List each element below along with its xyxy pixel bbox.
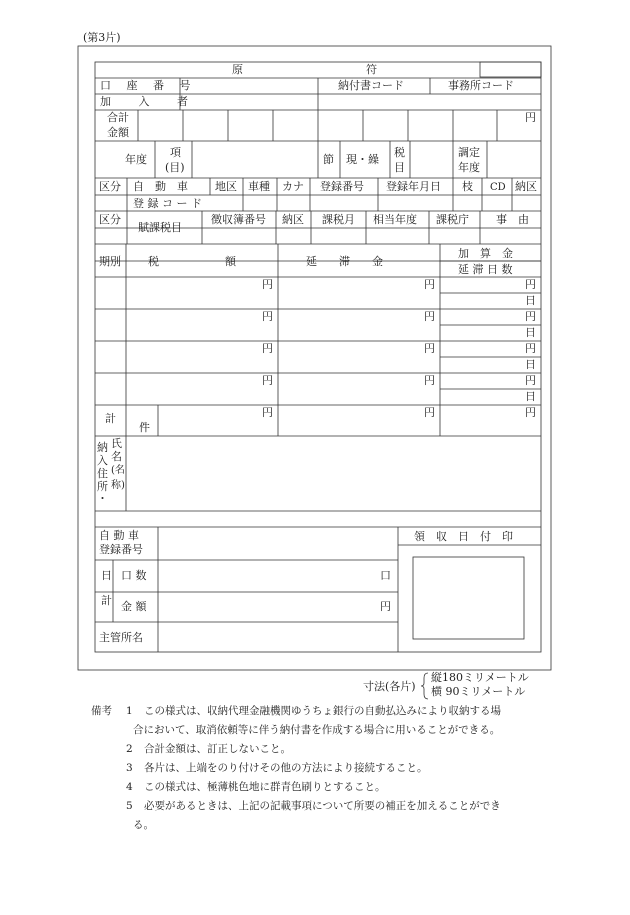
footer-total-2: 計	[101, 594, 112, 607]
registration-code-label: 登 録 コ ー ド	[133, 197, 202, 210]
levy-payment-district-label: 納区	[282, 213, 304, 226]
vehicle-category-label: 区分	[99, 180, 121, 193]
total-amount-label-1: 合計	[107, 111, 129, 124]
levy-category-label: 区分	[99, 213, 121, 226]
taxing-office-label: 課税庁	[436, 213, 469, 226]
surcharge-yen-1: 円	[525, 278, 536, 291]
payer-label-2: 入	[97, 454, 108, 467]
tax-yen-1: 円	[262, 278, 273, 291]
office-code-label: 事務所コード	[448, 79, 514, 92]
surcharge-yen-2: 円	[525, 310, 536, 323]
item-label-1: 項	[170, 146, 181, 159]
subscriber-label: 加 入 者	[100, 95, 200, 108]
equivalent-year-label: 相当年度	[373, 213, 417, 226]
collection-book-label: 徴収簿番号	[211, 213, 266, 226]
delinquency-yen-2: 円	[424, 310, 435, 323]
amount-unit: 円	[380, 600, 391, 613]
amount-label: 金 額	[121, 600, 147, 613]
receipt-stamp-box	[413, 557, 524, 639]
total-amount-yen: 円	[525, 111, 536, 124]
count-unit: 口	[380, 569, 391, 582]
payment-code-label: 納付書コード	[338, 79, 404, 92]
delinquency-yen-3: 円	[424, 342, 435, 355]
dimensions-height: 縦180ミリメートル	[431, 671, 529, 684]
vehicle-label: 自 動 車	[133, 180, 188, 193]
item-label-2: (目)	[165, 161, 185, 174]
payer-label-3: 住	[97, 467, 108, 480]
payer-label-5: ・	[97, 492, 108, 505]
tax-yen-4: 円	[262, 374, 273, 387]
note-5-num: 5	[126, 800, 133, 812]
vehicle-reg-no-label-2: 登録番号	[99, 543, 143, 556]
surcharge-label: 加 算 金	[458, 247, 513, 260]
delay-day-1: 日	[525, 294, 536, 307]
tax-yen-2: 円	[262, 310, 273, 323]
cd-label: CD	[490, 182, 506, 193]
registration-date-label: 登録年月日	[386, 180, 441, 193]
account-number-label: 口 座 番 号	[100, 79, 197, 92]
surcharge-yen-4: 円	[525, 374, 536, 387]
footer-total-1: 日	[101, 569, 112, 582]
kana-label: カナ	[282, 180, 304, 193]
tax-amount-label: 税 額	[148, 255, 236, 268]
delinquency-yen-4: 円	[424, 374, 435, 387]
section-label: 節	[323, 153, 334, 166]
payment-district-label: 納区	[515, 180, 537, 193]
note-2-line-1: 合計金額は、訂正しないこと。	[144, 743, 291, 755]
surcharge-yen-total: 円	[525, 406, 536, 419]
count-label: 口 数	[121, 569, 147, 582]
payer-label-4: 所	[97, 480, 108, 493]
title-right: 符	[366, 63, 377, 76]
name-label-2: 名	[111, 450, 122, 463]
district-label: 地区	[215, 180, 237, 193]
delay-days-label: 延 滞 日 数	[458, 263, 513, 276]
name-label-3: (名	[111, 465, 125, 476]
total-label: 計	[105, 412, 116, 425]
tax-yen-total: 円	[262, 406, 273, 419]
note-5-line-2: る。	[133, 819, 154, 831]
total-amount-label-2: 金額	[107, 126, 129, 139]
note-4-line-1: この様式は、極薄桃色地に群青色刷りとすること。	[144, 781, 386, 793]
note-3-num: 3	[126, 762, 133, 774]
branch-label: 枝	[462, 180, 473, 193]
page-label: (第3片)	[83, 31, 121, 44]
tax-month-label: 課税月	[322, 213, 355, 226]
levy-item-label: 賦課税目	[138, 221, 182, 234]
assessed-year-label-2: 年度	[458, 161, 480, 174]
delay-day-3: 日	[525, 358, 536, 371]
vehicle-reg-no-label-1: 自 動 車	[99, 529, 139, 542]
note-1-line-1: この様式は、収納代理金融機関ゆうちょ銀行の自動払込みにより収納する場	[144, 705, 501, 717]
registration-number-label: 登録番号	[320, 180, 364, 193]
delinquency-yen-1: 円	[424, 278, 435, 291]
receipt-date-stamp-label: 領 収 日 付 印	[414, 530, 513, 543]
note-5-line-1: 必要があるときは、上記の記載事項について所要の補正を加えることができ	[144, 800, 501, 812]
note-1-num: 1	[126, 705, 133, 717]
notes-heading: 備考	[91, 705, 112, 717]
delay-day-4: 日	[525, 390, 536, 403]
dimensions-width: 横 90ミリメートル	[431, 685, 526, 698]
title-left: 原	[232, 63, 243, 76]
name-label-1: 氏	[111, 437, 122, 450]
payer-label-1: 納	[97, 441, 108, 454]
stamp-box-top	[480, 62, 541, 77]
fiscal-year-label: 年度	[125, 153, 147, 166]
note-1-line-2: 合において、取消依頼等に伴う納付書を作成する場合に用いることができる。	[133, 724, 501, 736]
assessed-year-label-1: 調定	[458, 146, 480, 159]
delinquency-label: 延 滞 金	[306, 255, 383, 268]
delay-day-2: 日	[525, 326, 536, 339]
supervisor-label: 主管所名	[99, 631, 143, 644]
current-carry-label: 現・繰	[346, 153, 379, 166]
period-label: 期別	[99, 255, 121, 268]
name-label-4: 称)	[111, 480, 125, 491]
outer-frame	[78, 46, 551, 670]
reason-label: 事 由	[496, 213, 529, 226]
tax-item-label-2: 目	[394, 161, 405, 174]
vehicle-type-label: 車種	[248, 180, 270, 193]
surcharge-yen-3: 円	[525, 342, 536, 355]
cases-label: 件	[139, 421, 150, 434]
tax-item-label-1: 税	[394, 146, 405, 159]
delinquency-yen-total: 円	[424, 406, 435, 419]
dimensions-label: 寸法(各片)	[363, 680, 416, 693]
note-3-line-1: 各片は、上端をのり付けその他の方法により接続すること。	[144, 762, 428, 774]
brace-icon	[421, 672, 429, 700]
note-4-num: 4	[126, 781, 133, 793]
note-2-num: 2	[126, 743, 133, 755]
tax-yen-3: 円	[262, 342, 273, 355]
